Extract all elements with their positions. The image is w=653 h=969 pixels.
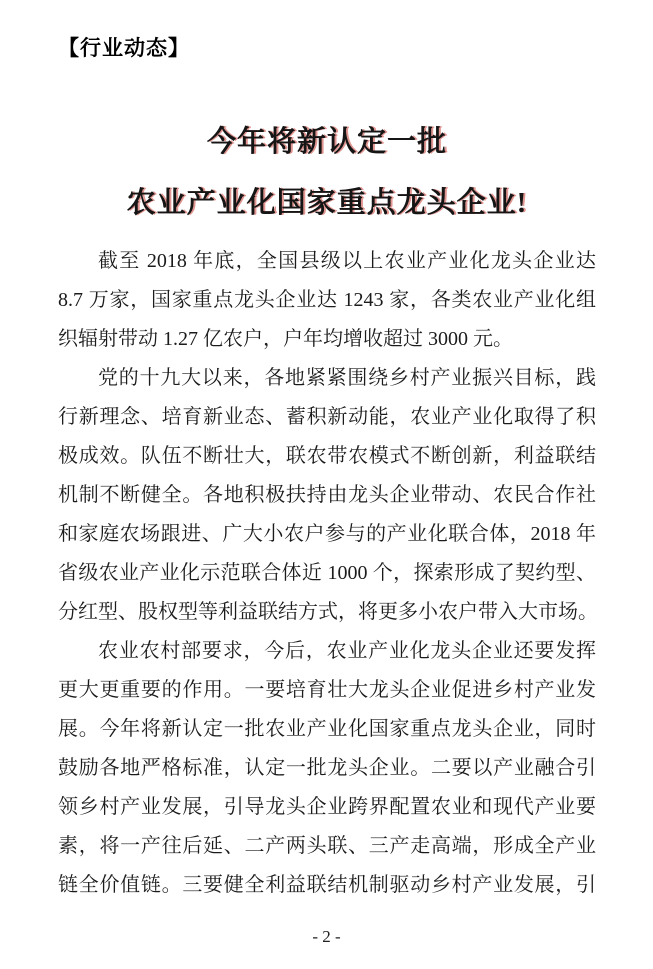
article-body [58,242,596,905]
body-line: 截至 2018 年底，全国县级以上农业产业化龙头企业达 [98,250,596,272]
article-title-line2: 农业产业化国家重点龙头企业! [126,187,528,219]
body-line: 织辐射带动 1.27 亿农户，户年均增收超过 3000 元。 [58,328,513,350]
body-line: 领乡村产业发展，引导龙头企业跨界配置农业和现代产业要 [58,796,596,818]
body-line: 链全价值链。三要健全利益联结机制驱动乡村产业发展，引 [58,874,596,896]
body-line: 省级农业产业化示范联合体近 1000 个，探索形成了契约型、 [58,562,596,584]
body-line: 8.7 万家，国家重点龙头企业达 1243 家，各类农业产业化组 [58,289,596,311]
body-line: 鼓励各地严格标准，认定一批龙头企业。二要以产业融合引 [58,757,596,779]
body-line: 素，将一产往后延、二产两头联、三产走高端，形成全产业 [58,835,596,857]
body-line: 展。今年将新认定一批农业产业化国家重点龙头企业，同时 [58,718,596,740]
body-line: 和家庭农场跟进、广大小农户参与的产业化联合体，2018 年 [58,523,596,545]
section-header: 【行业动态】 [58,37,190,60]
article-title [58,112,596,234]
body-line: 更大更重要的作用。一要培育壮大龙头企业促进乡村产业发 [58,679,596,701]
body-line: 机制不断健全。各地积极扶持由龙头企业带动、农民合作社 [58,484,596,506]
body-line: 农业农村部要求，今后，农业产业化龙头企业还要发挥 [98,640,596,662]
body-line: 党的十九大以来，各地紧紧围绕乡村产业振兴目标，践 [98,367,596,389]
body-line: 分红型、股权型等利益联结方式，将更多小农户带入大市场。 [58,601,598,623]
page-number: - 2 - [312,927,341,946]
article-title-line1: 今年将新认定一批 [206,126,447,158]
body-line: 极成效。队伍不断壮大，联农带农模式不断创新，利益联结 [58,445,596,467]
body-line: 行新理念、培育新业态、蓄积新动能，农业产业化取得了积 [58,406,596,428]
